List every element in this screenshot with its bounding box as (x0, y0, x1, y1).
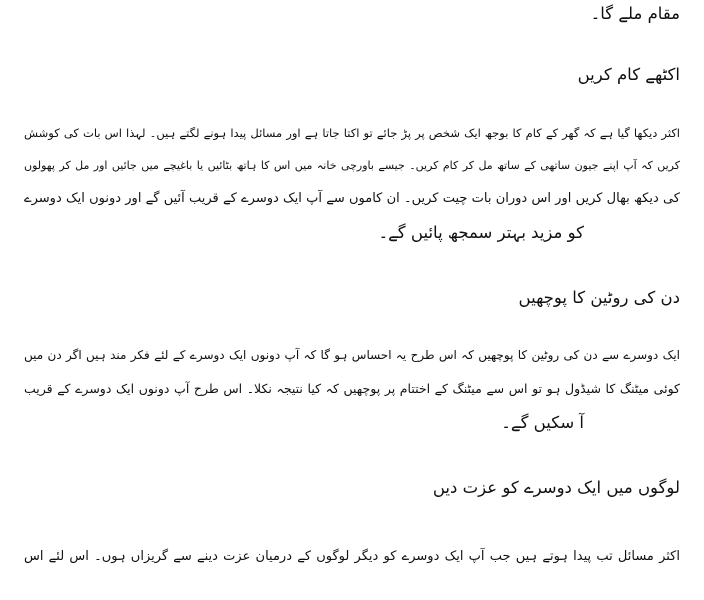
section-heading-respect: لوگوں میں ایک دوسرے کو عزت دیں (432, 478, 680, 497)
intro-closing-line: مقام ملے گا۔ (590, 4, 680, 23)
paragraph-line: کریں کہ آپ اپنے جیون ساتھی کے ساتھ مل کر کام کریں۔ جیسے باورچی خانہ میں اس کا ہاتھ بٹائیں یا باغیچے میں جائیں اور مل کر پھولوں (24, 159, 680, 172)
paragraph-line: اکثر دیکھا گیا ہے کہ گھر کے کام کا بوجھ ایک شخص پر پڑ جائے تو اکتا جاتا ہے اور مسائل پیدا ہونے لگتے ہیں۔ لہذا اس بات کی کوشش (24, 126, 680, 140)
paragraph-line: اکثر مسائل تب پیدا ہوتے ہیں جب آپ ایک دوسرے کو دیگر لوگوں کے درمیان عزت دینے سے گریزاں ہوں۔ اس لئے اس (24, 549, 680, 564)
paragraph-line-last: آ سکیں گے۔ (501, 413, 584, 432)
paragraph-line: ایک دوسرے سے دن کی روٹین کا پوچھیں کہ اس طرح یہ احساس ہو گا کہ آپ دونوں ایک دوسرے کے لئے فکر مند ہیں اگر دن میں (24, 348, 681, 362)
paragraph-line: کی دیکھ بھال کریں اور اس دوران بات چیت کریں۔ ان کاموں سے آپ ایک دوسرے کے قریب آئیں گے اور دونوں ایک دوسرے (24, 191, 680, 206)
paragraph-line: کوئی میٹنگ کا شیڈول ہو تو اس سے میٹنگ کے اختتام پر پوچھیں کہ کیا نتیجہ نکلا۔ اس طرح آپ دونوں ایک دوسرے کے قریب (24, 381, 680, 396)
paragraph-line-last: کو مزید بہتر سمجھ پائیں گے۔ (378, 223, 584, 242)
section-heading-work-together: اکٹھے کام کریں (577, 65, 680, 84)
section-heading-daily-routine: دن کی روٹین کا پوچھیں (518, 288, 680, 307)
